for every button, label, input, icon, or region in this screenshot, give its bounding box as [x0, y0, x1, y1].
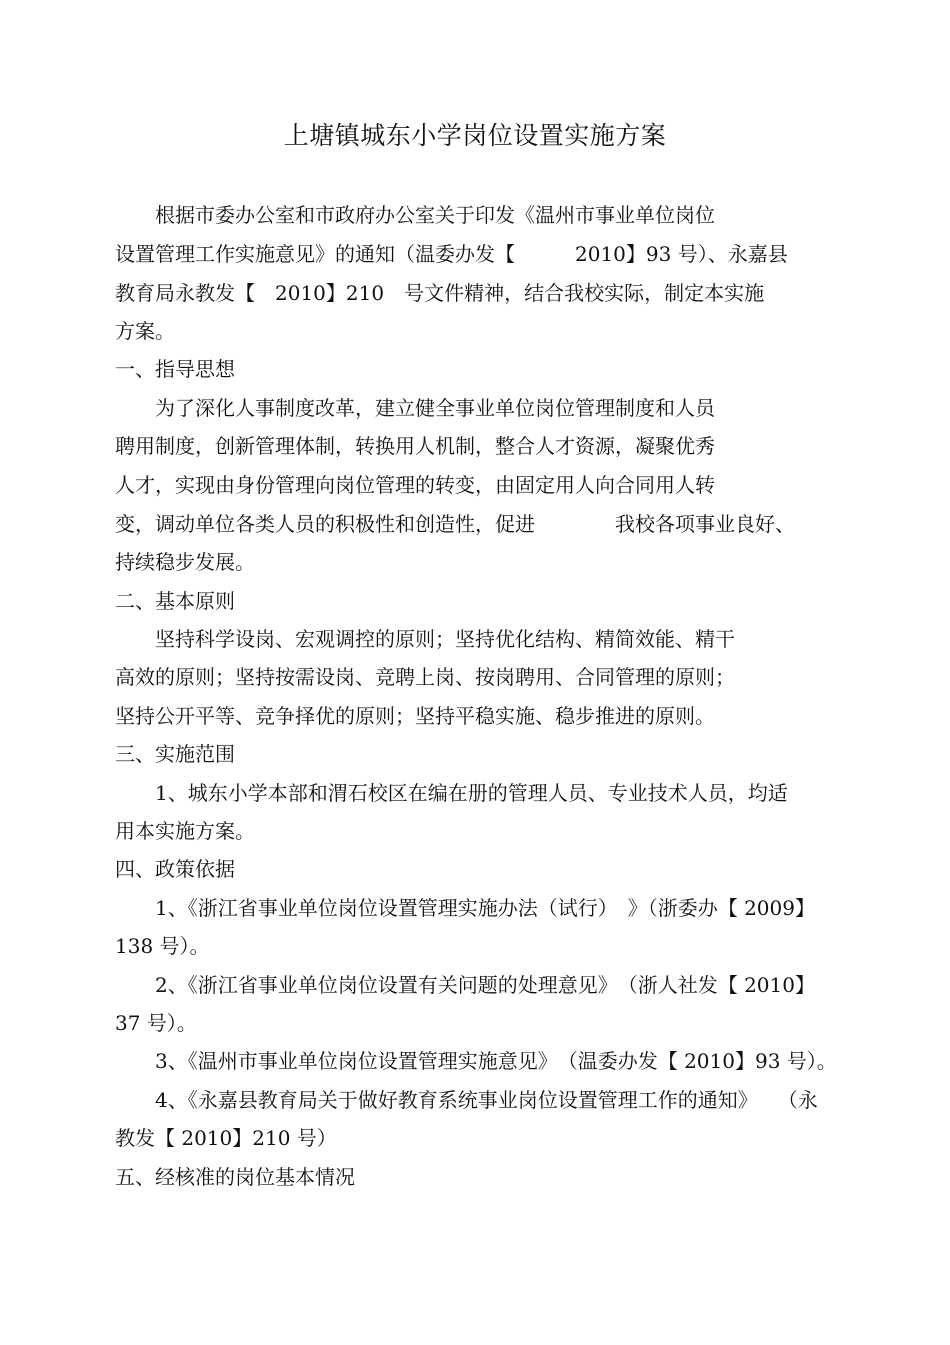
text-line: 人才，实现由身份管理向岗位管理的转变，由固定用人向合同用人转: [115, 473, 715, 497]
section-heading: 五、经核准的岗位基本情况: [115, 1165, 355, 1189]
text-line: 2、《浙江省事业单位岗位设置有关问题的处理意见》 （浙人社发【 2010】: [115, 973, 815, 997]
document-title: 上塘镇城东小学岗位设置实施方案: [283, 121, 667, 150]
text-line: 坚持公开平等、竞争择优的原则；坚持平稳实施、稳步推进的原则。: [115, 704, 715, 728]
text-line: 教育局永教发【 2010】210 号文件精神，结合我校实际，制定本实施: [115, 281, 765, 305]
text-line: 为了深化人事制度改革，建立健全事业单位岗位管理制度和人员: [115, 396, 715, 420]
text-line: 用本实施方案。: [115, 819, 255, 843]
text-line: 3、《温州市事业单位岗位设置管理实施意见》 （温委办发【 2010】93 号）。: [115, 1049, 837, 1073]
text-line: 设置管理工作实施意见》的通知（温委办发【 2010】93 号）、永嘉县: [115, 242, 788, 266]
section-heading: 四、政策依据: [115, 857, 235, 881]
text-line: 138 号）。: [115, 934, 210, 958]
section-heading: 三、实施范围: [115, 742, 235, 766]
text-line: 坚持科学设岗、宏观调控的原则；坚持优化结构、精简效能、精干: [115, 627, 735, 651]
text-line: 持续稳步发展。: [115, 550, 255, 574]
text-line: 4、《永嘉县教育局关于做好教育系统事业岗位设置管理工作的通知》 （永: [115, 1088, 818, 1112]
text-line: 37 号）。: [115, 1011, 197, 1035]
text-line: 变，调动单位各类人员的积极性和创造性，促进 我校各项事业良好、: [115, 512, 795, 536]
text-line: 1、城东小学本部和渭石校区在编在册的管理人员、专业技术人员，均适: [115, 781, 788, 805]
text-line: 教发【 2010】210 号）: [115, 1126, 337, 1150]
text-line: 聘用制度，创新管理体制，转换用人机制，整合人才资源，凝聚优秀: [115, 434, 715, 458]
text-line: 高效的原则；坚持按需设岗、竞聘上岗、按岗聘用、合同管理的原则；: [115, 665, 735, 689]
section-heading: 一、指导思想: [115, 357, 235, 381]
section-heading: 二、基本原则: [115, 589, 235, 613]
text-line: 1、《浙江省事业单位岗位设置管理实施办法（试行） 》（浙委办【 2009】: [115, 896, 815, 920]
text-line: 方案。: [115, 319, 175, 343]
text-line: 根据市委办公室和市政府办公室关于印发《温州市事业单位岗位: [115, 203, 715, 227]
